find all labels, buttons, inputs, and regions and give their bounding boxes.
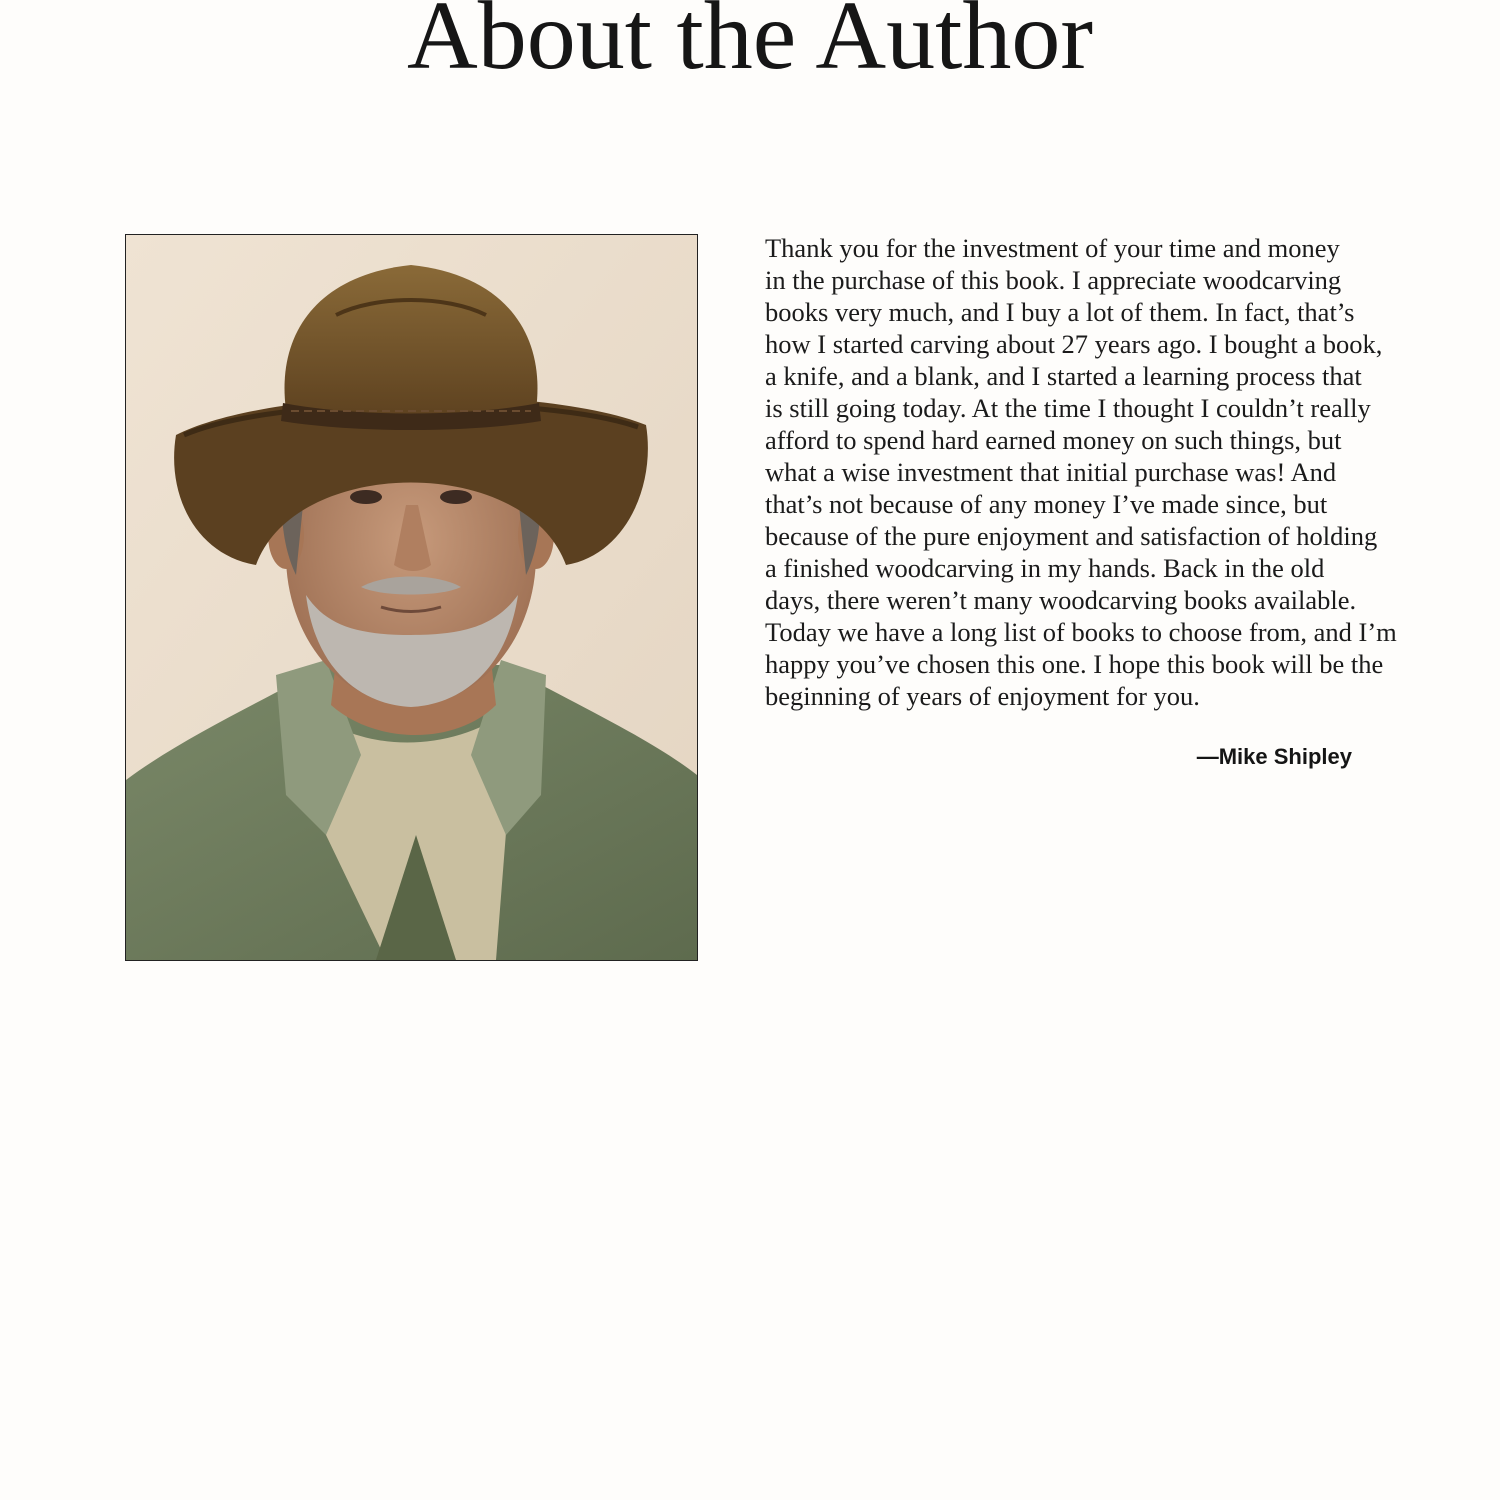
bio-line: what a wise investment that initial purchase was! And (765, 457, 1337, 487)
author-photo (125, 234, 698, 961)
bio-line: days, there weren’t many woodcarving books available. (765, 585, 1357, 615)
bio-line: is still going today. At the time I thought I couldn’t really (765, 393, 1371, 423)
author-portrait-image (126, 235, 697, 960)
bio-line: afford to spend hard earned money on such things, but (765, 425, 1342, 455)
bio-line: Thank you for the investment of your time and money (765, 233, 1340, 263)
bio-line: books very much, and I buy a lot of them. In fact, that’s (765, 297, 1355, 327)
bio-line: beginning of years of enjoyment for you. (765, 681, 1200, 711)
author-signature: —Mike Shipley (1196, 744, 1352, 769)
bio-line: that’s not because of any money I’ve made since, but (765, 489, 1328, 519)
bio-line: happy you’ve chosen this one. I hope this book will be the (765, 649, 1384, 679)
page-title: About the Author (407, 0, 1093, 90)
bio-line: a knife, and a blank, and I started a learning process that (765, 361, 1362, 391)
bio-line: how I started carving about 27 years ago. I bought a book, (765, 329, 1383, 359)
bio-line: in the purchase of this book. I appreciate woodcarving (765, 265, 1342, 295)
bio-line: a finished woodcarving in my hands. Back in the old (765, 553, 1325, 583)
author-bio-text (765, 232, 1415, 712)
bio-line: Today we have a long list of books to choose from, and I’m (765, 617, 1397, 647)
bio-line: because of the pure enjoyment and satisfaction of holding (765, 521, 1378, 551)
